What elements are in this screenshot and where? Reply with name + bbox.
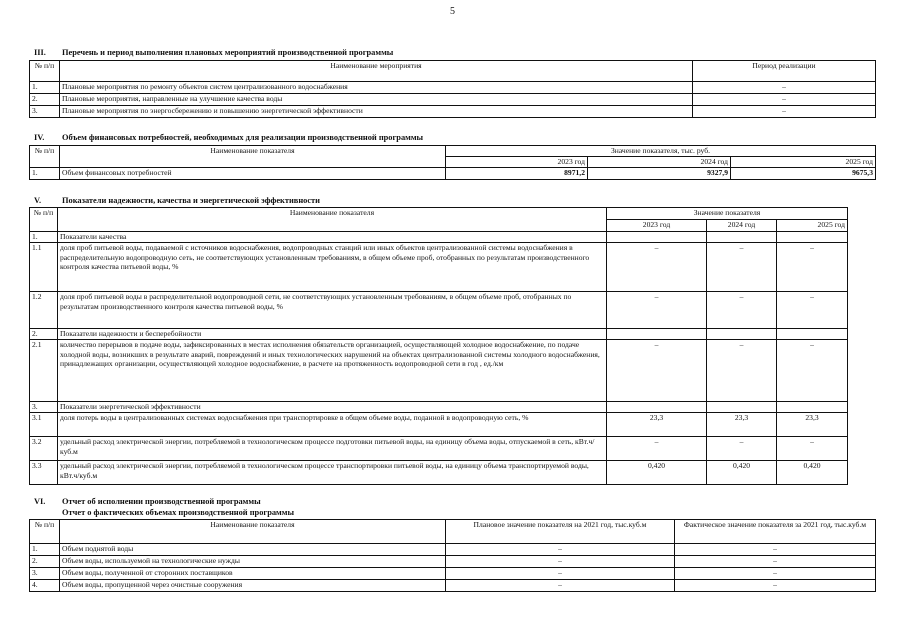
table-header-row — [30, 208, 848, 220]
row-plan: – — [446, 580, 675, 592]
row-no: 2. — [30, 556, 60, 568]
table-row — [30, 292, 848, 329]
row-name: удельный расход электрической энергии, потребляемой в технологическом процессе подготовки питьевой воды, на единицу объема воды, отпускаемой в сеть, кВт.ч/куб.м — [58, 437, 607, 461]
section-3-table — [29, 60, 876, 118]
section-3-title: Перечень и период выполнения плановых мероприятий производственной программы — [62, 48, 394, 57]
header-name: Наименование показателя — [58, 208, 607, 232]
row-name: Показатели надежности и бесперебойности — [58, 329, 607, 340]
value-2025: – — [777, 340, 848, 402]
table-row — [30, 544, 876, 556]
header-year-2024: 2024 год — [707, 220, 777, 232]
table-row — [30, 568, 876, 580]
value-2023: 23,3 — [607, 413, 707, 437]
row-period: – — [693, 94, 876, 106]
section-6-subtitle: Отчет о фактических объемах производственной программы — [62, 508, 294, 517]
table-row — [30, 243, 848, 292]
header-year-2025: 2025 год — [777, 220, 848, 232]
row-no: 3.3 — [30, 461, 58, 485]
section-6-table — [29, 519, 876, 592]
table-row — [30, 437, 848, 461]
value-2024: – — [707, 292, 777, 329]
table-row — [30, 168, 876, 180]
group-row — [30, 402, 848, 413]
value-2024: 9327,9 — [588, 168, 731, 180]
row-fact: – — [675, 556, 876, 568]
row-name: доля проб питьевой воды в распределительной водопроводной сети, не соответствующих установленным требованиям, в общем объеме проб, отобранных по результатам производственного контроля качества питьевой воды, % — [58, 292, 607, 329]
group-row — [30, 232, 848, 243]
table-row — [30, 82, 876, 94]
value-2023: – — [607, 437, 707, 461]
row-name: Плановые мероприятия по ремонту объектов систем централизованного водоснабжения — [60, 82, 693, 94]
value-2025: – — [777, 437, 848, 461]
header-no: № п/п — [30, 208, 58, 232]
row-name: Объем воды, используемой на технологические нужды — [60, 556, 446, 568]
value-2025: 9675,3 — [731, 168, 876, 180]
value-2025: – — [777, 292, 848, 329]
row-name: доля проб питьевой воды, подаваемой с источников водоснабжения, водопроводных станций или иных объектов централизованной системы водоснабжения в распределительную водопроводную сеть, не соответствующих установленным требованиям, в общем объеме проб, отобранных по результатам производственного контроля качества питьевой воды, % — [58, 243, 607, 292]
section-5-table — [29, 207, 848, 485]
row-no: 2. — [30, 94, 60, 106]
row-plan: – — [446, 556, 675, 568]
row-name: доля потерь воды в централизованных системах водоснабжения при транспортировке в общем объеме воды, поданной в водопроводную сеть, % — [58, 413, 607, 437]
header-year-2023: 2023 год — [607, 220, 707, 232]
header-plan: Плановое значение показателя на 2021 год, тыс.куб.м — [446, 520, 675, 544]
row-name: Плановые мероприятия по энергосбережению и повышению энергетической эффективности — [60, 106, 693, 118]
table-row — [30, 461, 848, 485]
row-name: Объем воды, пропущенной через очистные сооружения — [60, 580, 446, 592]
section-4-table — [29, 145, 876, 180]
table-row — [30, 94, 876, 106]
section-3-heading — [34, 48, 393, 57]
page-number: 5 — [450, 6, 455, 17]
header-no: № п/п — [30, 146, 60, 168]
group-row — [30, 329, 848, 340]
row-no: 3. — [30, 402, 58, 413]
value-2024: 0,420 — [707, 461, 777, 485]
row-no: 1. — [30, 232, 58, 243]
header-value: Значение показателя — [607, 208, 848, 220]
table-row — [30, 556, 876, 568]
row-no: 3.2 — [30, 437, 58, 461]
section-3-number: III. — [34, 48, 46, 57]
row-name: Объем финансовых потребностей — [60, 168, 446, 180]
section-6-number: VI. — [34, 497, 46, 506]
value-2023: – — [607, 340, 707, 402]
value-2023: 0,420 — [607, 461, 707, 485]
value-2024: – — [707, 340, 777, 402]
section-6-heading — [34, 497, 261, 506]
value-2023: – — [607, 243, 707, 292]
value-2023: – — [607, 292, 707, 329]
header-fact: Фактическое значение показателя за 2021 год, тыс.куб.м — [675, 520, 876, 544]
row-name: Объем воды, полученной от сторонних поставщиков — [60, 568, 446, 580]
row-period: – — [693, 82, 876, 94]
row-name: Показатели качества — [58, 232, 607, 243]
header-name: Наименование показателя — [60, 520, 446, 544]
section-4-heading — [34, 133, 423, 142]
header-year-2025: 2025 год — [731, 157, 876, 168]
section-4-number: IV. — [34, 133, 45, 142]
row-name: Показатели энергетической эффективности — [58, 402, 607, 413]
row-name: Плановые мероприятия, направленные на улучшение качества воды — [60, 94, 693, 106]
table-row — [30, 106, 876, 118]
row-fact: – — [675, 580, 876, 592]
row-no: 1. — [30, 168, 60, 180]
row-no: 2. — [30, 329, 58, 340]
row-no: 3. — [30, 568, 60, 580]
header-year-2023: 2023 год — [446, 157, 588, 168]
header-no: № п/п — [30, 520, 60, 544]
value-2025: 23,3 — [777, 413, 848, 437]
section-5-title: Показатели надежности, качества и энергетической эффективности — [62, 196, 320, 205]
row-plan: – — [446, 568, 675, 580]
header-period: Период реализации — [693, 61, 876, 82]
row-fact: – — [675, 568, 876, 580]
table-row — [30, 340, 848, 402]
header-year-2024: 2024 год — [588, 157, 731, 168]
row-plan: – — [446, 544, 675, 556]
row-name: удельный расход электрической энергии, потребляемой в технологическом процессе транспортировки питьевой воды, на единицу объема транспортируемой воды, кВт.ч/куб.м — [58, 461, 607, 485]
value-2024: – — [707, 243, 777, 292]
table-header-row — [30, 61, 876, 82]
row-no: 1.1 — [30, 243, 58, 292]
row-fact: – — [675, 544, 876, 556]
section-4-title: Объем финансовых потребностей, необходимых для реализации производственной программы — [62, 133, 424, 142]
header-name: Наименование показателя — [60, 146, 446, 168]
value-2023: 8971,2 — [446, 168, 588, 180]
header-name: Наименование мероприятия — [60, 61, 693, 82]
header-no: № п/п — [30, 61, 60, 82]
value-2025: 0,420 — [777, 461, 848, 485]
value-2025: – — [777, 243, 848, 292]
table-header-row — [30, 520, 876, 544]
value-2024: – — [707, 437, 777, 461]
value-2024: 23,3 — [707, 413, 777, 437]
table-row — [30, 580, 876, 592]
row-name: количество перерывов в подаче воды, зафиксированных в местах исполнения обязательств организацией, осуществляющей холодное водоснабжение, по подаче холодной воды, возникших в результате аварий, повреждений и иных технологических нарушений на объектах централизованной системы холодного водоснабжения, принадлежащих организации, осуществляющей холодное водоснабжение, в расчете на протяженность водопроводной сети в год , ед./км — [58, 340, 607, 402]
row-no: 3. — [30, 106, 60, 118]
row-no: 3.1 — [30, 413, 58, 437]
table-header-row — [30, 146, 876, 157]
section-5-number: V. — [34, 196, 42, 205]
row-no: 1.2 — [30, 292, 58, 329]
header-value: Значение показателя, тыс. руб. — [446, 146, 876, 157]
table-row — [30, 413, 848, 437]
row-period: – — [693, 106, 876, 118]
row-no: 4. — [30, 580, 60, 592]
row-no: 1. — [30, 544, 60, 556]
row-name: Объем поднятой воды — [60, 544, 446, 556]
row-no: 1. — [30, 82, 60, 94]
section-6-title: Отчет об исполнении производственной программы — [62, 497, 261, 506]
row-no: 2.1 — [30, 340, 58, 402]
section-5-heading — [34, 196, 320, 205]
